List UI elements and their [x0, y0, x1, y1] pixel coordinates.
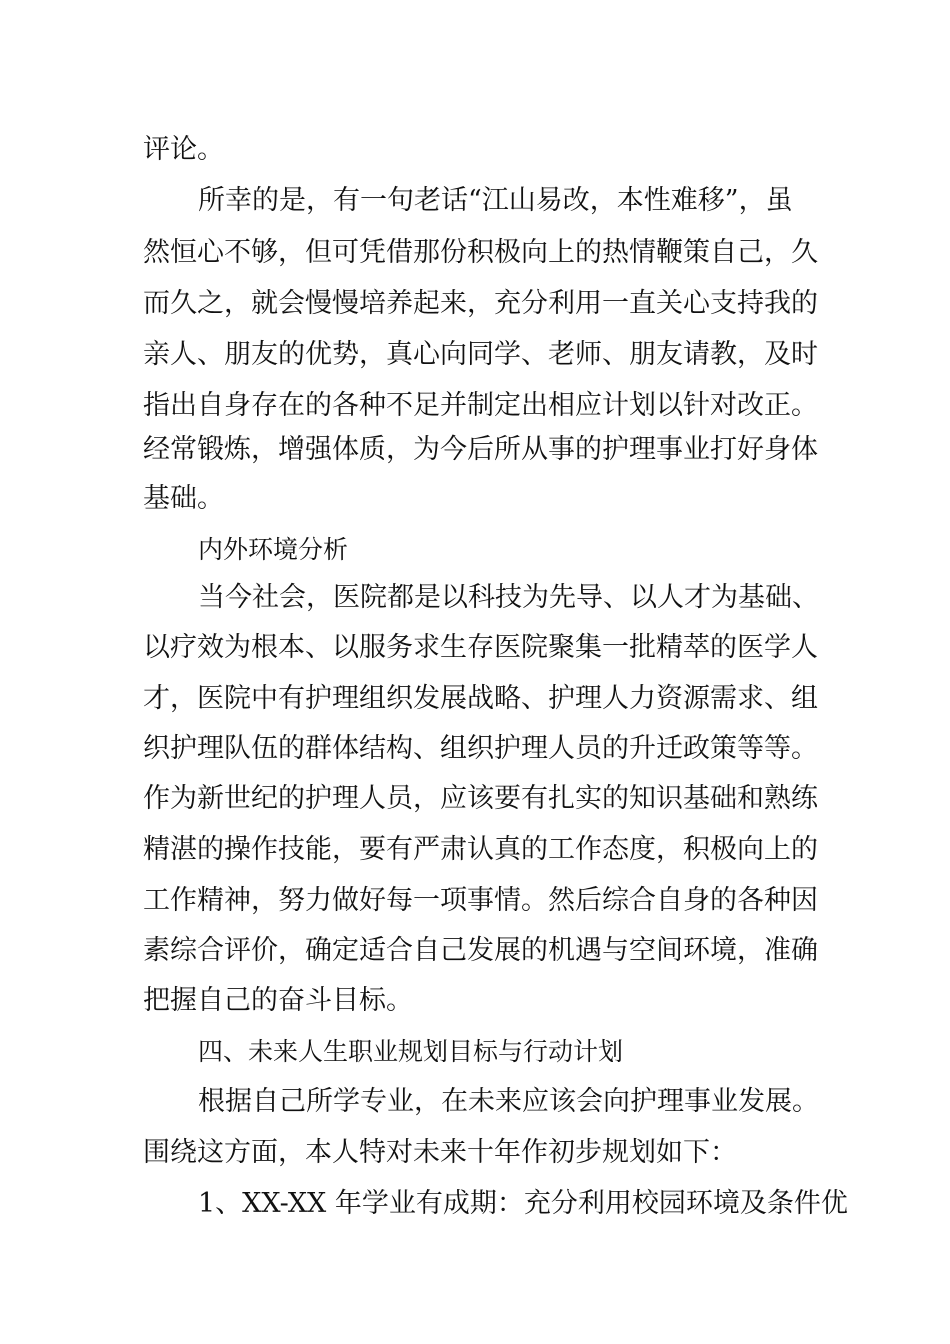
paragraph-start-line: 1、XX-XX 年学业有成期：充分利用校园环境及条件优 [198, 1188, 848, 1219]
section-heading: 四、未来人生职业规划目标与行动计划 [198, 1037, 624, 1066]
paragraph-start-line: 当今社会，医院都是以科技为先导、以人才为基础、 [198, 582, 819, 613]
text-line: 把握自己的奋斗目标。 [143, 985, 413, 1016]
paragraph-start-line: 所幸的是，有一句老话“江山易改，本性难移”，虽 [198, 185, 793, 216]
text-line: 精湛的操作技能，要有严肃认真的工作态度，积极向上的 [143, 834, 818, 865]
text-line: 作为新世纪的护理人员，应该要有扎实的知识基础和熟练 [143, 783, 818, 814]
text-line: 基础。 [143, 483, 224, 514]
text-line: 而久之，就会慢慢培养起来，充分利用一直关心支持我的 [143, 288, 818, 319]
text-line: 工作精神，努力做好每一项事情。然后综合自身的各种因 [143, 885, 818, 916]
text-line: 经常锻炼，增强体质，为今后所从事的护理事业打好身体 [143, 434, 818, 465]
text-line: 亲人、朋友的优势，真心向同学、老师、朋友请教，及时 [143, 339, 818, 370]
text-line: 指出自身存在的各种不足并制定出相应计划以针对改正。 [143, 390, 818, 421]
section-heading: 内外环境分析 [198, 535, 349, 564]
text-line: 围绕这方面，本人特对未来十年作初步规划如下： [143, 1137, 737, 1168]
text-line: 评论。 [143, 134, 224, 165]
text-line: 素综合评价，确定适合自己发展的机遇与空间环境，准确 [143, 935, 818, 966]
text-line: 织护理队伍的群体结构、组织护理人员的升迁政策等等。 [143, 733, 818, 764]
text-line: 然恒心不够，但可凭借那份积极向上的热情鞭策自己，久 [143, 237, 818, 268]
text-line: 以疗效为根本、以服务求生存医院聚集一批精萃的医学人 [143, 632, 818, 663]
text-line: 才，医院中有护理组织发展战略、护理人力资源需求、组 [143, 683, 818, 714]
paragraph-start-line: 根据自己所学专业，在未来应该会向护理事业发展。 [198, 1086, 819, 1117]
